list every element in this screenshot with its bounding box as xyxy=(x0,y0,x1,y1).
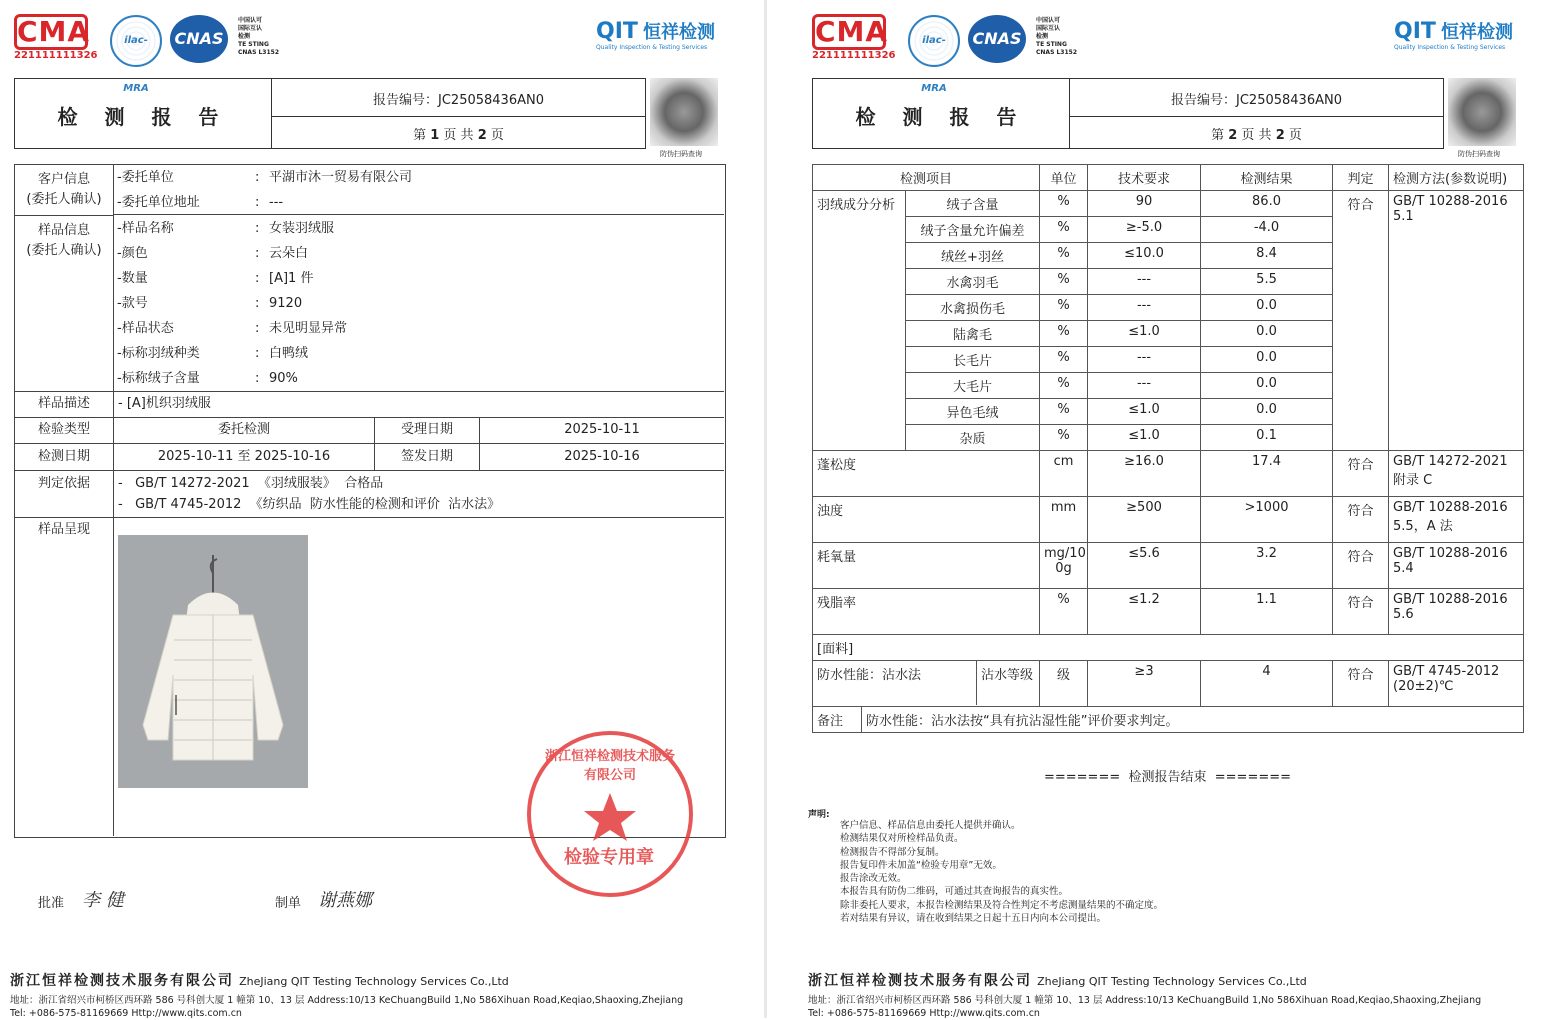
row-result: 0.0 xyxy=(1201,295,1333,321)
cnas-text-line: 中国认可 xyxy=(1036,17,1061,24)
statement-item: 报告复印件未加盖“检验专用章”无效。 xyxy=(840,859,1002,871)
row-item: 绒丝+羽丝 xyxy=(906,243,1040,269)
row-result: 0.0 xyxy=(1201,373,1333,399)
desc-value: - [A]机织羽绒服 xyxy=(118,396,211,411)
table-row xyxy=(813,589,1524,635)
report-number-label: 报告编号： xyxy=(373,93,439,108)
row-result: 0.0 xyxy=(1201,347,1333,373)
column-header: 判定 xyxy=(1333,165,1389,191)
row-item: 蓬松度 xyxy=(813,451,1040,497)
page-number: 2 xyxy=(1228,128,1238,143)
row-verdict: 符合 xyxy=(1333,497,1389,543)
row-item: 水禽损伤毛 xyxy=(906,295,1040,321)
column-header: 检测方法(参数说明) xyxy=(1389,165,1524,191)
sample-colon: : xyxy=(255,221,260,236)
cnas-logo: CNAS xyxy=(968,15,1026,63)
row-unit: % xyxy=(1040,191,1088,217)
table-row xyxy=(813,661,1524,707)
table-row xyxy=(813,543,1524,589)
report-title: 检 测 报 告 xyxy=(855,105,1027,129)
stamp-text: 浙江恒祥检测技术服务有限公司 xyxy=(544,749,675,783)
statement-item: 检测报告不得部分复制。 xyxy=(840,846,945,858)
type-value: 委托检测 xyxy=(217,422,270,437)
qr-caption: 防伪扫码查询 xyxy=(1458,150,1500,158)
qr-caption: 防伪扫码查询 xyxy=(660,150,702,158)
statement-item: 检测结果仅对所检样品负责。 xyxy=(840,833,964,845)
sample-label: -样品名称 xyxy=(117,221,174,236)
qit-cn-name: 恒祥检测 xyxy=(1441,22,1513,43)
row-result: 4 xyxy=(1201,661,1333,707)
remark-cell xyxy=(813,707,1524,733)
receive-value: 2025-10-11 xyxy=(564,422,640,437)
row-req: --- xyxy=(1088,269,1201,295)
company-address: 地址：浙江省绍兴市柯桥区西环路 586 号科创大厦 1 幢第 10、13 层 Address:10/13 KeChuangBuild 1,No 586Xihuan Road,Keqiao,Shaoxing,Zhejiang xyxy=(808,995,1482,1006)
sample-colon: : xyxy=(255,271,260,286)
sample-colon: : xyxy=(255,246,260,261)
row-result: >1000 xyxy=(1201,497,1333,543)
sample-colon: : xyxy=(255,296,260,311)
results-table xyxy=(812,164,1524,733)
cma-mark: CMA xyxy=(14,14,88,50)
row-item: 浊度 xyxy=(813,497,1040,543)
cnas-text-line: CNAS L3152 xyxy=(238,49,280,56)
row-result: -4.0 xyxy=(1201,217,1333,243)
row-verdict: 符合 xyxy=(1333,451,1389,497)
basis-item: - GB/T 14272-2021 《羽绒服装》 合格品 xyxy=(118,476,384,491)
sample-value: 云朵白 xyxy=(269,246,309,261)
sample-colon: : xyxy=(255,321,260,336)
row-req: ≤1.0 xyxy=(1088,321,1201,347)
table-row xyxy=(813,191,1524,217)
row-result: 0.0 xyxy=(1201,399,1333,425)
row-item: 绒子含量允许偏差 xyxy=(906,217,1040,243)
company-en: ZheJiang QIT Testing Technology Services Co.,Ltd xyxy=(1037,975,1307,988)
sample-photo xyxy=(118,535,308,788)
row-item: 耗氧量 xyxy=(813,543,1040,589)
sample-colon: : xyxy=(255,371,260,386)
page-post: 页 xyxy=(1288,128,1302,143)
company-address: 地址：浙江省绍兴市柯桥区西环路 586 号科创大厦 1 幢第 10、13 层 Address:10/13 KeChuangBuild 1,No 586Xihuan Road,Keqiao,Shaoxing,Zhejiang xyxy=(10,995,684,1006)
prepare-label: 制单 xyxy=(275,896,302,911)
column-header: 单位 xyxy=(1040,165,1088,191)
client-address-value: --- xyxy=(269,195,284,210)
footer xyxy=(808,970,1538,1020)
company-cn: 浙江恒祥检测技术服务有限公司 xyxy=(808,973,1032,989)
water-item-cell xyxy=(813,661,1040,707)
qit-subtitle: Quality Inspection & Testing Services xyxy=(1394,44,1506,51)
jacket-image xyxy=(118,535,308,788)
row-unit: % xyxy=(1040,589,1088,635)
sample-value: 白鸭绒 xyxy=(269,346,309,361)
company-en: ZheJiang QIT Testing Technology Services Co.,Ltd xyxy=(239,975,509,988)
statement-list xyxy=(840,819,1163,925)
down-method: GB/T 10288-2016 5.1 xyxy=(1389,191,1524,451)
row-method: GB/T 4745-2012 (20±2)℃ xyxy=(1389,661,1524,707)
type-label: 检验类型 xyxy=(37,422,90,437)
cnas-text-line: 中国认可 xyxy=(238,17,263,24)
cma-logo xyxy=(14,14,98,61)
row-req: ≤1.0 xyxy=(1088,399,1201,425)
statement-title: 声明: xyxy=(808,810,830,820)
row-item: 长毛片 xyxy=(906,347,1040,373)
report-header-box xyxy=(812,78,1444,149)
page-indicator xyxy=(1070,124,1443,143)
row-item: 大毛片 xyxy=(906,373,1040,399)
page-divider xyxy=(764,0,767,1018)
page-indicator xyxy=(272,124,645,143)
remark-value: 防水性能：沾水法按“具有抗沾湿性能”评价要求判定。 xyxy=(866,714,1179,729)
report-number-label: 报告编号： xyxy=(1171,93,1237,108)
report-number-value: JC25058436AN0 xyxy=(1236,93,1342,108)
column-header: 检测项目 xyxy=(813,165,1040,191)
cnas-text-line: TE STING xyxy=(238,41,269,48)
prepare-signature: 谢燕娜 xyxy=(318,890,372,911)
footer xyxy=(10,970,750,1020)
qit-mark: QIT xyxy=(596,19,638,44)
row-verdict: 符合 xyxy=(1333,589,1389,635)
receive-label: 受理日期 xyxy=(400,422,453,437)
approve-signature: 李 健 xyxy=(82,890,124,911)
cnas-text-line: 国际互认 xyxy=(238,25,263,32)
row-req: ≥500 xyxy=(1088,497,1201,543)
row-req: ≤1.2 xyxy=(1088,589,1201,635)
remark-label: 备注 xyxy=(813,707,862,732)
cnas-text-line: 检测 xyxy=(238,33,251,40)
row-unit: mg/10 0g xyxy=(1040,543,1088,589)
sample-value: [A]1 件 xyxy=(269,271,314,286)
row-method: GB/T 10288-2016 5.6 xyxy=(1389,589,1524,635)
sample-value: 90% xyxy=(269,371,298,386)
page-pre: 第 xyxy=(413,128,427,143)
approve-label: 批准 xyxy=(38,896,65,911)
row-item: 防水性能：沾水法 xyxy=(813,661,977,705)
row-unit: % xyxy=(1040,243,1088,269)
row-req: ≤10.0 xyxy=(1088,243,1201,269)
issue-label: 签发日期 xyxy=(400,449,453,464)
sample-label: -标称绒子含量 xyxy=(117,371,200,386)
remark-row xyxy=(813,707,1524,733)
sample-label: -样品状态 xyxy=(117,321,174,336)
down-verdict: 符合 xyxy=(1333,191,1389,451)
cma-number: 221111111326 xyxy=(14,50,98,61)
row-unit: mm xyxy=(1040,497,1088,543)
report-number xyxy=(272,89,645,108)
sample-label: -数量 xyxy=(117,271,148,286)
issue-value: 2025-10-16 xyxy=(564,449,640,464)
row-req: ≥16.0 xyxy=(1088,451,1201,497)
cnas-text-line: 检测 xyxy=(1036,33,1049,40)
fabric-row xyxy=(813,635,1524,661)
row-result: 86.0 xyxy=(1201,191,1333,217)
row-req: --- xyxy=(1088,347,1201,373)
sample-label: -颜色 xyxy=(117,246,148,261)
row-unit: % xyxy=(1040,321,1088,347)
row-req: ≤1.0 xyxy=(1088,425,1201,451)
ilac-mra-logo: ilac-MRA xyxy=(110,15,162,67)
page-total: 2 xyxy=(477,128,487,143)
row-method: GB/T 10288-2016 5.4 xyxy=(1389,543,1524,589)
row-req: 90 xyxy=(1088,191,1201,217)
test-date-label: 检测日期 xyxy=(37,449,90,464)
sample-colon: : xyxy=(255,346,260,361)
company-tel: Tel: +086-575-81169669 Http://www.qits.com.cn xyxy=(10,1008,242,1019)
table-row xyxy=(813,451,1524,497)
table-header-row xyxy=(813,165,1524,191)
sample-value: 未见明显异常 xyxy=(269,321,348,336)
cnas-text xyxy=(238,17,279,57)
desc-label: 样品描述 xyxy=(37,396,90,411)
client-colon: : xyxy=(255,195,260,210)
row-unit: cm xyxy=(1040,451,1088,497)
cnas-text-line: CNAS L3152 xyxy=(1036,49,1078,56)
cnas-text xyxy=(1036,17,1077,57)
statement-item: 除非委托人要求，本报告检测结果及符合性判定不考虑测量结果的不确定度。 xyxy=(840,899,1164,911)
report-end-text: ======= 检测报告结束 ======= xyxy=(1043,770,1292,785)
row-item: 残脂率 xyxy=(813,589,1040,635)
statement-item: 报告涂改无效。 xyxy=(840,873,907,885)
row-unit: % xyxy=(1040,269,1088,295)
qr-code-icon[interactable] xyxy=(1448,78,1516,146)
page-mid: 页 共 xyxy=(443,128,474,143)
company-tel: Tel: +086-575-81169669 Http://www.qits.com.cn xyxy=(808,1008,1040,1019)
row-method: GB/T 10288-2016 5.5，A 法 xyxy=(1389,497,1524,543)
row-result: 3.2 xyxy=(1201,543,1333,589)
row-item: 陆禽毛 xyxy=(906,321,1040,347)
cnas-text-line: 国际互认 xyxy=(1036,25,1061,32)
row-req: ≥-5.0 xyxy=(1088,217,1201,243)
row-method: GB/T 14272-2021 附录 C xyxy=(1389,451,1524,497)
row-req: --- xyxy=(1088,373,1201,399)
report-title: 检 测 报 告 xyxy=(57,105,229,129)
sample-label: -标称羽绒种类 xyxy=(117,346,200,361)
test-date-value: 2025-10-11 至 2025-10-16 xyxy=(157,449,331,464)
page-mid: 页 共 xyxy=(1241,128,1272,143)
page-total: 2 xyxy=(1275,128,1285,143)
client-value: 平湖市沐一贸易有限公司 xyxy=(269,170,413,185)
row-unit: % xyxy=(1040,347,1088,373)
row-item: 水禽羽毛 xyxy=(906,269,1040,295)
sample-value: 9120 xyxy=(269,296,303,311)
row-item: 绒子含量 xyxy=(906,191,1040,217)
stamp-sub: 检验专用章 xyxy=(564,847,654,868)
qit-mark: QIT xyxy=(1394,19,1436,44)
basis-label: 判定依据 xyxy=(37,476,90,491)
row-unit: % xyxy=(1040,373,1088,399)
row-result: 1.1 xyxy=(1201,589,1333,635)
cma-mark: CMA xyxy=(812,14,886,50)
row-req: ≤5.6 xyxy=(1088,543,1201,589)
row-result: 8.4 xyxy=(1201,243,1333,269)
company-cn: 浙江恒祥检测技术服务有限公司 xyxy=(10,973,234,989)
photo-label: 样品呈现 xyxy=(37,522,90,537)
report-header-box xyxy=(14,78,646,149)
column-header: 检测结果 xyxy=(1201,165,1333,191)
fabric-label: [面料] xyxy=(813,635,1524,661)
row-req: --- xyxy=(1088,295,1201,321)
statement-item: 客户信息、样品信息由委托人提供并确认。 xyxy=(840,820,1021,831)
client-section-label: 客户信息 (委托人确认) xyxy=(26,172,102,207)
qr-code-icon[interactable] xyxy=(650,78,718,146)
row-item: 异色毛绒 xyxy=(906,399,1040,425)
qit-subtitle: Quality Inspection & Testing Services xyxy=(596,44,708,51)
page-post: 页 xyxy=(490,128,504,143)
report-number xyxy=(1070,89,1443,108)
qit-logo xyxy=(1394,18,1513,51)
client-label: -委托单位 xyxy=(117,170,174,185)
basis-item: - GB/T 4745-2012 《纺织品 防水性能的检测和评价 沾水法》 xyxy=(118,497,501,512)
page-pre: 第 xyxy=(1211,128,1225,143)
statement-item: 本报告具有防伪二维码，可通过其查询报告的真实性。 xyxy=(840,886,1069,898)
ilac-mra-logo: ilac-MRA xyxy=(908,15,960,67)
qit-logo xyxy=(596,18,715,51)
client-colon: : xyxy=(255,170,260,185)
page-number: 1 xyxy=(430,128,440,143)
row-result: 0.0 xyxy=(1201,321,1333,347)
inspection-stamp xyxy=(527,731,693,897)
row-result: 17.4 xyxy=(1201,451,1333,497)
row-result: 5.5 xyxy=(1201,269,1333,295)
client-address-label: -委托单位地址 xyxy=(117,195,200,210)
report-number-value: JC25058436AN0 xyxy=(438,93,544,108)
row-result: 0.1 xyxy=(1201,425,1333,451)
cma-number: 221111111326 xyxy=(812,50,896,61)
row-subitem: 沾水等级 xyxy=(981,668,1034,683)
qit-cn-name: 恒祥检测 xyxy=(643,22,715,43)
down-group-label: 羽绒成分分析 xyxy=(813,191,906,451)
row-unit: % xyxy=(1040,399,1088,425)
row-req: ≥3 xyxy=(1088,661,1201,707)
row-verdict: 符合 xyxy=(1333,661,1389,707)
sample-section-label: 样品信息 (委托人确认) xyxy=(26,223,102,258)
statement-item: 若对结果有异议，请在收到结果之日起十五日内向本公司提出。 xyxy=(840,913,1107,925)
row-unit: % xyxy=(1040,295,1088,321)
row-verdict: 符合 xyxy=(1333,543,1389,589)
cnas-text-line: TE STING xyxy=(1036,41,1067,48)
report-page-2 xyxy=(770,0,1542,1018)
row-unit: 级 xyxy=(1040,661,1088,707)
row-unit: % xyxy=(1040,425,1088,451)
sample-value: 女装羽绒服 xyxy=(269,221,335,236)
row-unit: % xyxy=(1040,217,1088,243)
table-row xyxy=(813,497,1524,543)
cnas-logo: CNAS xyxy=(170,15,228,63)
row-item: 杂质 xyxy=(906,425,1040,451)
sample-label: -款号 xyxy=(117,296,148,311)
cma-logo xyxy=(812,14,896,61)
column-header: 技术要求 xyxy=(1088,165,1201,191)
report-page-1 xyxy=(0,0,760,1018)
